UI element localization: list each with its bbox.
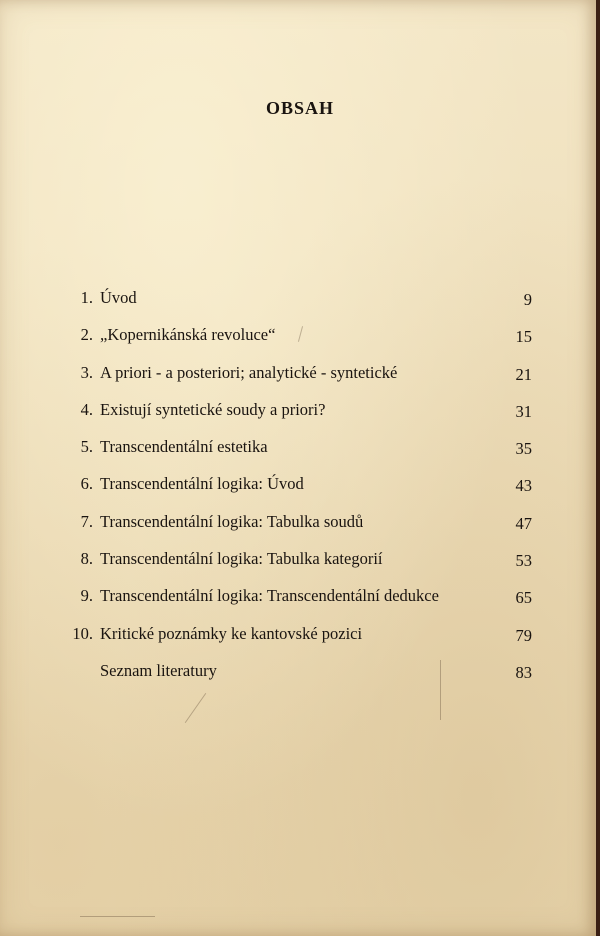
toc-entry-page: 79 [515, 625, 532, 645]
toc-entry-page: 15 [515, 327, 532, 347]
toc-entry-number: 10. [72, 623, 93, 643]
toc-entry-title: Transcendentální estetika [100, 437, 268, 457]
toc-entry-page: 53 [515, 551, 532, 571]
toc-entry [0, 288, 600, 325]
toc-entry-page: 47 [515, 513, 532, 533]
toc-entry-number: 9. [80, 586, 93, 606]
toc-entry [0, 363, 600, 400]
toc-entry-page: 83 [515, 662, 532, 682]
pencil-mark [440, 660, 441, 720]
toc-entry-page: 35 [515, 439, 532, 459]
toc-entry-page: 21 [515, 364, 532, 384]
toc-entry [0, 586, 600, 623]
toc-entry-number: 8. [80, 549, 93, 569]
toc-entry-number: 7. [80, 511, 93, 531]
toc-entry [0, 437, 600, 474]
toc-entry-title: Transcendentální logika: Tabulka soudů [100, 511, 364, 531]
toc-entry-title: Úvod [100, 288, 137, 307]
toc-entry-title: Existují syntetické soudy a priori? [100, 399, 326, 419]
toc-entry-page: 65 [515, 588, 532, 608]
toc-entry-title: A priori - a posteriori; analytické - syntetické [100, 362, 398, 382]
page-edge [596, 0, 600, 936]
toc-entry [0, 624, 600, 661]
toc-entry-number: 4. [80, 399, 93, 419]
toc-entry-title: „Kopernikánská revoluce“ [100, 325, 276, 345]
toc-entry [0, 661, 600, 698]
toc-entry-number: 2. [80, 325, 93, 345]
toc-entry-number: 6. [80, 474, 93, 494]
page-title: OBSAH [265, 98, 335, 118]
toc-entry-number: 3. [80, 362, 93, 382]
toc-entry [0, 549, 600, 586]
pencil-mark [80, 916, 155, 917]
toc-entry-title: Seznam literatury [100, 660, 217, 680]
toc-entry [0, 512, 600, 549]
toc-entry-page: 43 [515, 476, 532, 496]
toc-entry-page: 9 [523, 290, 532, 309]
toc-entry [0, 474, 600, 511]
toc-entry [0, 400, 600, 437]
toc-entry-page: 31 [515, 401, 532, 421]
toc-entry-title: Transcendentální logika: Transcendentální dedukce [100, 586, 439, 606]
toc-entry-title: Transcendentální logika: Tabulka kategorií [100, 549, 383, 569]
toc-entry-title: Kritické poznámky ke kantovské pozici [100, 623, 363, 643]
toc-entry-number: 5. [80, 437, 93, 457]
table-of-contents [0, 288, 600, 698]
toc-entry-title: Transcendentální logika: Úvod [100, 474, 304, 494]
toc-entry-number: 1. [80, 288, 93, 307]
